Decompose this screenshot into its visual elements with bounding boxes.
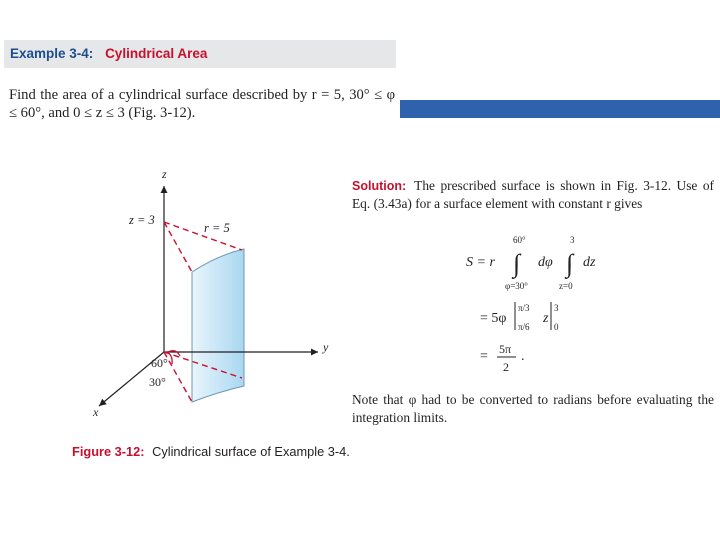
eq-line2-z: z <box>543 311 549 326</box>
solution-text: The prescribed surface is shown in Fig. 3-12. Use of Eq. (3.43a) for a surface element with constant r gives <box>352 178 714 211</box>
decorative-band <box>400 100 720 118</box>
figure-caption-text: Cylindrical surface of Example 3-4. <box>152 444 350 459</box>
example-header <box>4 40 396 68</box>
radius-top-60 <box>164 222 242 250</box>
axis-x-label: x <box>93 405 99 419</box>
eq-line2-lower: π/6 <box>518 322 530 332</box>
eq-int1-sign: ∫ <box>513 249 521 278</box>
solution-equation <box>440 232 640 382</box>
figure-caption-label: Figure 3-12: <box>72 444 145 459</box>
example-title: Cylindrical Area <box>105 46 208 61</box>
cylinder-figure <box>0 160 350 440</box>
z3-label: z = 3 <box>129 213 155 227</box>
eq-line2-z-upper: 3 <box>554 303 559 313</box>
figure-caption <box>72 444 350 459</box>
eq-line2: = 5φ <box>480 311 507 326</box>
solution-paragraph <box>352 177 714 213</box>
cylindrical-surface <box>192 249 244 402</box>
note-paragraph: Note that φ had to be converted to radians before evaluating the integration limits. <box>352 392 714 425</box>
eq-int1-lower: φ=30° <box>505 281 528 291</box>
axis-z-label: z <box>162 167 167 181</box>
eq-int1-diff: dφ <box>538 255 553 270</box>
eq-line3-num: 5π <box>499 342 512 356</box>
eq-int2-upper: 3 <box>570 235 575 245</box>
angle-60-label: 60° <box>151 356 168 370</box>
angle-30-label: 30° <box>149 375 166 389</box>
eq-line3-eq: = <box>480 349 488 364</box>
solution-label: Solution: <box>352 179 407 193</box>
r5-label: r = 5 <box>204 221 230 235</box>
eq-line2-z-lower: 0 <box>554 322 559 332</box>
eq-int1-upper: 60° <box>513 235 526 245</box>
example-number: Example 3-4: <box>10 46 94 61</box>
eq-lhs: S = r <box>466 255 495 270</box>
eq-int2-diff: dz <box>583 255 596 270</box>
eq-line3-end: . <box>521 349 525 364</box>
eq-int2-lower: z=0 <box>559 281 573 291</box>
axis-y-label: y <box>323 340 329 354</box>
eq-line2-upper: π/3 <box>518 303 530 313</box>
eq-line3-den: 2 <box>503 360 509 374</box>
eq-int2-sign: ∫ <box>566 249 574 278</box>
problem-statement: Find the area of a cylindrical surface described by r = 5, 30° ≤ φ ≤ 60°, and 0 ≤ z ≤ 3 (Fig. 3-12). <box>9 87 395 121</box>
radius-top-30 <box>164 222 192 272</box>
